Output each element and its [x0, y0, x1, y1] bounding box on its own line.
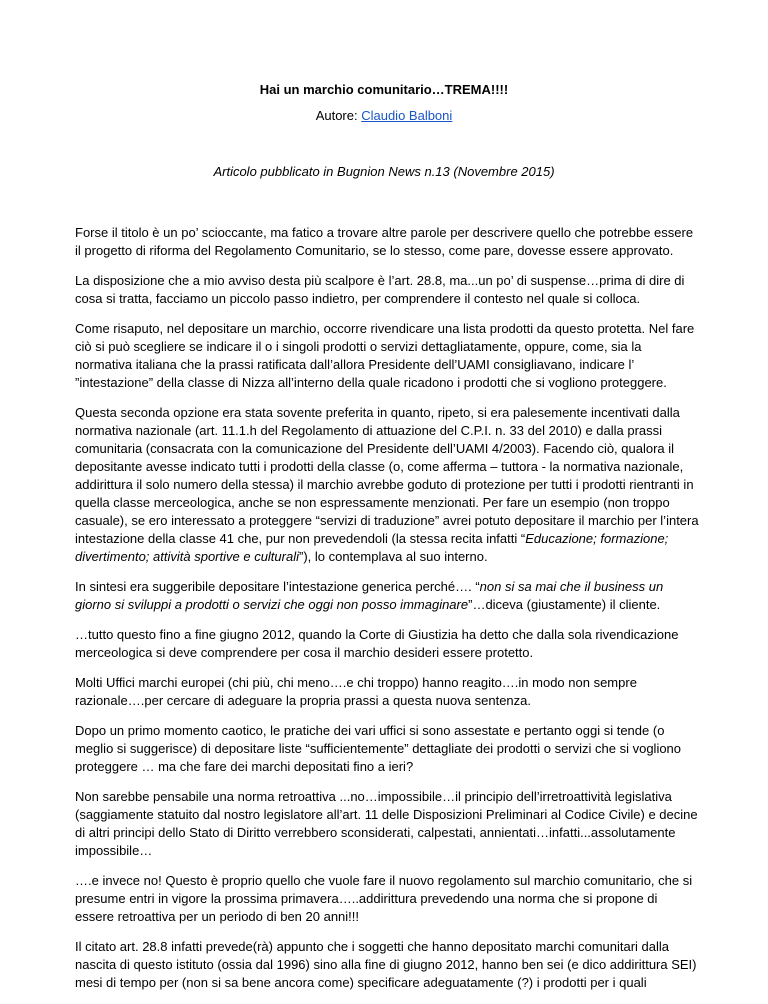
paragraph: Forse il titolo è un po’ scioccante, ma fatico a trovare altre parole per descrivere quello che potrebbe essere il progetto di riforma del Regolamento Comunitario, se lo stesso, come pare, dovesse essere approvato.: [75, 225, 694, 258]
article-title: Hai un marchio comunitario…TREMA!!!!: [259, 82, 509, 97]
author-link[interactable]: Claudio Balboni: [361, 108, 453, 123]
italic-quote: non si sa mai che il business un giorno si sviluppi a prodotti o servizi che oggi non posso immaginare: [75, 579, 664, 612]
paragraph-text: In sintesi era suggeribile depositare l’intestazione generica perché…. “: [75, 579, 480, 594]
paragraph-text: Questa seconda opzione era stata sovente preferita in quanto, ripeto, si era palesemente incentivati dalla normativa nazionale (art. 11.1.h del Regolamento di attuazione del C.P.I. n. 33 del 2010) e dalla prassi comunitaria (consacrata con la comunicazione del Presidente dell’UAMI 4/2003). Facendo ciò, qualora il depositante avesse indicato tutti i prodotti della classe (o, come afferma – tuttora - la normativa nazionale, addirittura il solo numero della stessa) il marchio avrebbe goduto di protezione per tutti i prodotti rientranti in quella classe merceologica, anche se non espressamente menzionati. Per fare un esempio (non troppo casuale), se ero interessato a proteggere “servizi di traduzione” avrei potuto depositare il marchio per l’intera intestazione della classe 41 che, pur non prevedendoli (la stessa recita infatti “: [75, 405, 699, 546]
author-line: [0, 108, 768, 123]
italic-quote: Educazione; formazione; divertimento; attività sportive e culturali: [75, 531, 669, 564]
paragraph: La disposizione che a mio avviso desta più scalpore è l’art. 28.8, ma...un po’ di suspense…prima di dire di cosa si tratta, facciamo un piccolo passo indietro, per comprendere il contesto nel quale si colloca.: [75, 273, 685, 306]
author-label: Autore:: [315, 108, 362, 123]
paragraph: [75, 578, 700, 614]
article-body: [75, 224, 700, 1004]
paragraph: …tutto questo fino a fine giugno 2012, quando la Corte di Giustizia ha detto che dalla sola rivendicazione merceologica si deve comprendere per cosa il marchio desideri essere protetto.: [75, 627, 679, 660]
paragraph: Molti Uffici marchi europei (chi più, chi meno….e chi troppo) hanno reagito….in modo non sempre razionale….per cercare di adeguare la propria prassi a questa nuova sentenza.: [75, 675, 637, 708]
paragraph: Il citato art. 28.8 infatti prevede(rà) appunto che i soggetti che hanno depositato marchi comunitari dalla nascita di questo istituto (ossia dal 1996) sino alla fine di giugno 2012, hanno ben sei (e dico addirittura SEI) mesi di tempo per (non si sa bene ancora come) specificare adeguatamente (?) i prodotti per i quali: [75, 939, 697, 990]
paragraph: Non sarebbe pensabile una norma retroattiva ...no…impossibile…il principio dell’irretroattività legislativa (saggiamente statuito dal nostro legislatore all’art. 11 delle Disposizioni Preliminari al Codice Civile) e decine di altri principi dello Stato di Diritto verrebbero sconsiderati, calpestati, annientati…infatti...assolutamente impossibile…: [75, 789, 698, 858]
paragraph-text: ”), lo contemplava al suo interno.: [298, 549, 488, 564]
paragraph: ….e invece no! Questo è proprio quello che vuole fare il nuovo regolamento sul marchio comunitario, che si presume entri in vigore la prossima primavera…..addirittura prevedendo una norma che si propone di essere retroattiva per un periodo di ben 20 anni!!!: [75, 873, 693, 924]
publication-note: Articolo pubblicato in Bugnion News n.13 (Novembre 2015): [213, 164, 555, 179]
paragraph: Dopo un primo momento caotico, le pratiche dei vari uffici si sono assestate e pertanto oggi si tende (o meglio si suggerisce) di depositare liste “sufficientemente” dettagliate dei prodotti o servizi che si vogliono proteggere … ma che fare dei marchi depositati fino a ieri?: [75, 723, 682, 774]
paragraph: Come risaputo, nel depositare un marchio, occorre rivendicare una lista prodotti da questo protetta. Nel fare ciò si può scegliere se indicare il o i singoli prodotti o servizi dettagliatamente, oppure, come, sia la normativa italiana che la prassi ratificata dall’allora Presidente dell’UAMI consigliavano, indicare l’ ”intestazione” della classe di Nizza all’interno della quale ricadono i prodotti che si vogliono proteggere.: [75, 321, 695, 390]
paragraph: [75, 404, 700, 566]
paragraph-text: ”…diceva (giustamente) il cliente.: [468, 597, 661, 612]
